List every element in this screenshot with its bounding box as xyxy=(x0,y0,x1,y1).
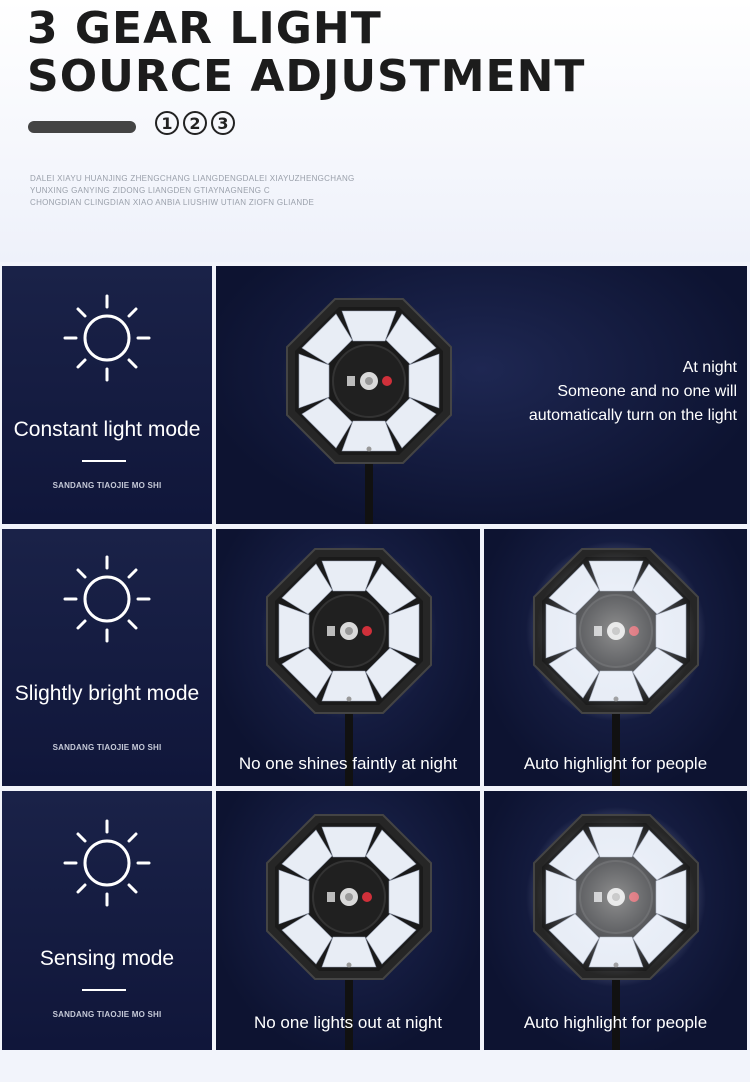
subtext-line: CHONGDIAN CLINGDIAN XIAO ANBIA LIUSHIW UTIAN ZIOFN GLIANDE xyxy=(30,198,315,207)
lamp-caption: No one shines faintly at night xyxy=(238,754,458,773)
mode-panel-constant xyxy=(2,266,212,524)
mode-divider xyxy=(82,460,126,462)
page-title-line1: 3 GEAR LIGHT xyxy=(27,3,382,54)
decorative-bar xyxy=(28,121,136,133)
mode-panel-sensing xyxy=(2,791,212,1050)
solar-lamp-image xyxy=(279,291,459,524)
solar-lamp-image xyxy=(259,541,439,786)
sun-icon xyxy=(57,288,157,388)
step-indicators xyxy=(155,111,235,135)
night-text-line: automatically turn on the light xyxy=(528,407,737,424)
night-text-line: Someone and no one will xyxy=(557,383,737,400)
mode-panel-slightly-bright xyxy=(2,529,212,786)
lamp-caption: Auto highlight for people xyxy=(523,1013,708,1032)
step-1: 1 xyxy=(155,111,179,135)
lamp-panel-constant xyxy=(216,266,747,524)
page-title-line2: SOURCE ADJUSTMENT xyxy=(27,51,586,102)
subtext-line: DALEI XIAYU HUANJING ZHENGCHANG LIANGDENGDALEI XIAYUZHENGCHANG xyxy=(30,174,355,183)
subtext-line: YUNXING GANYING ZIDONG LIANGDEN GTIAYNAGNENG C xyxy=(30,186,270,195)
lamp-panel-people xyxy=(484,529,747,786)
lamp-panel-no-one xyxy=(216,791,480,1050)
solar-lamp-image xyxy=(526,541,706,786)
mode-subtitle: SANDANG TIAOJIE MO SHI xyxy=(52,743,162,752)
lamp-panel-no-one xyxy=(216,529,480,786)
step-2: 2 xyxy=(183,111,207,135)
sun-icon xyxy=(57,813,157,913)
mode-divider xyxy=(82,989,126,991)
mode-subtitle: SANDANG TIAOJIE MO SHI xyxy=(52,1010,162,1019)
step-3: 3 xyxy=(211,111,235,135)
night-text-line: At night xyxy=(682,359,737,376)
lamp-panel-people xyxy=(484,791,747,1050)
lamp-caption: Auto highlight for people xyxy=(523,754,708,773)
mode-title: Slightly bright mode xyxy=(14,682,200,705)
sun-icon xyxy=(57,549,157,649)
header-section xyxy=(0,0,750,262)
mode-subtitle: SANDANG TIAOJIE MO SHI xyxy=(52,481,162,490)
lamp-caption: No one lights out at night xyxy=(253,1013,443,1032)
mode-title: Sensing mode xyxy=(39,947,175,970)
mode-title: Constant light mode xyxy=(13,418,201,441)
night-text xyxy=(529,356,737,428)
